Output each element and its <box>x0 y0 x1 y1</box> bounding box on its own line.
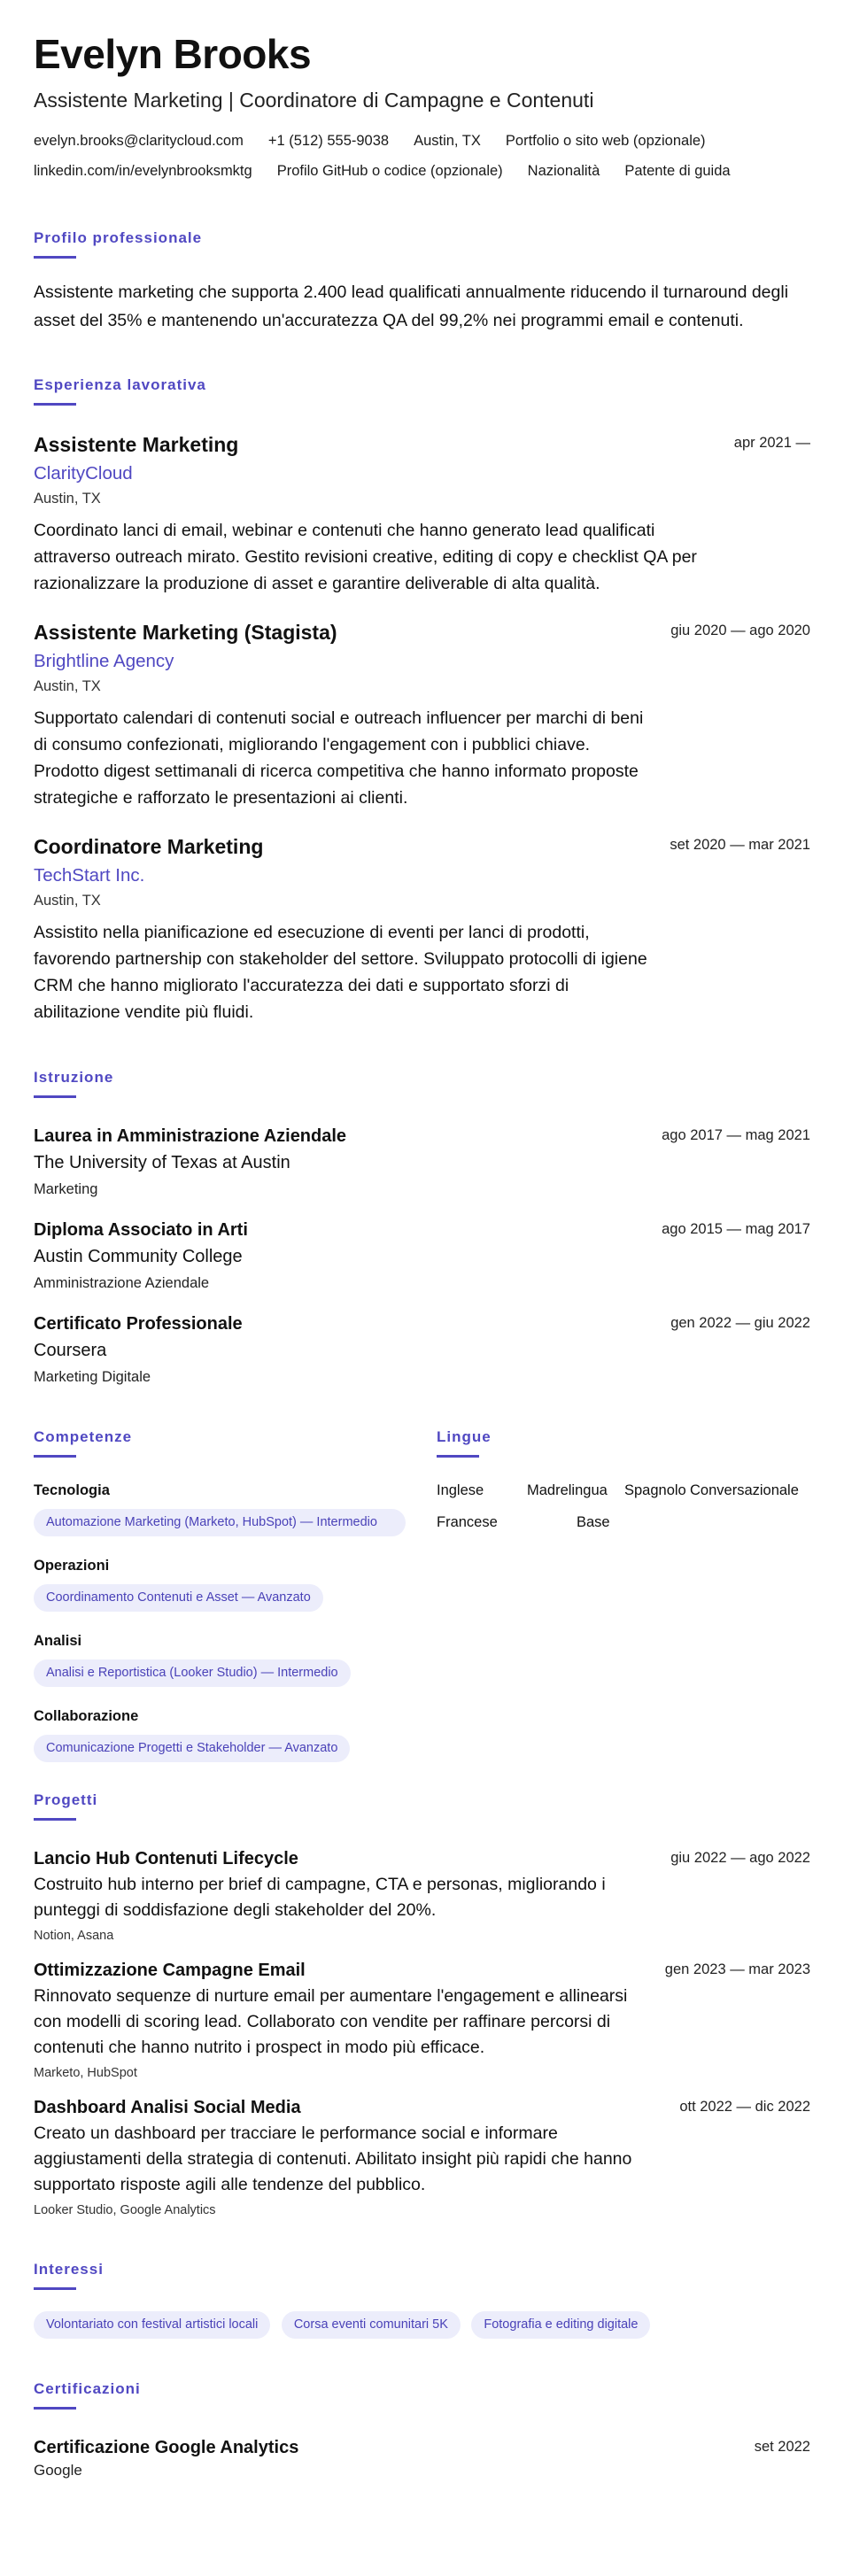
job-entry <box>34 834 810 1025</box>
skill-group <box>34 1706 406 1762</box>
project-description: Costruito hub interno per brief di campagne, CTA e personas, migliorando i punteggi di soddisfazione degli stakeholder del 20%. <box>34 1875 606 1920</box>
contact-portfolio[interactable]: Portfolio o sito web (opzionale) <box>505 133 706 149</box>
job-company: ClarityCloud <box>34 463 133 483</box>
certification-date: set 2022 <box>754 2439 810 2455</box>
skill-pill: Automazione Marketing (Marketo, HubSpot) — Intermedio <box>34 1509 406 1536</box>
interest-pill: Corsa eventi comunitari 5K <box>282 2311 461 2339</box>
education-school: Austin Community College <box>34 1247 243 1266</box>
education-entry <box>34 1218 810 1293</box>
contact-driving-license: Patente di guida <box>624 163 731 179</box>
education-school: The University of Texas at Austin <box>34 1153 290 1172</box>
job-entry <box>34 432 810 597</box>
skills-languages-section <box>34 1427 810 1791</box>
skill-category: Analisi <box>34 1633 82 1649</box>
education-field: Marketing Digitale <box>34 1369 151 1385</box>
project-tools: Looker Studio, Google Analytics <box>34 2203 216 2217</box>
education-field: Marketing <box>34 1181 98 1197</box>
education-date: gen 2022 — giu 2022 <box>670 1315 810 1331</box>
section-title-skills: Competenze <box>34 1428 133 1445</box>
skill-group <box>34 1481 406 1536</box>
job-location: Austin, TX <box>34 678 101 694</box>
contact-row-primary <box>34 131 810 151</box>
interest-pill: Volontariato con festival artistici locali <box>34 2311 270 2339</box>
education-degree: Certificato Professionale <box>34 1314 243 1334</box>
contact-row-secondary <box>34 161 810 181</box>
language-name: Inglese <box>437 1482 484 1498</box>
skill-category: Collaborazione <box>34 1708 139 1724</box>
contact-linkedin[interactable]: linkedin.com/in/evelynbrooksmktg <box>34 163 252 179</box>
section-divider <box>34 1095 76 1098</box>
job-location: Austin, TX <box>34 491 101 507</box>
job-title: Assistente Marketing (Stagista) <box>34 621 337 644</box>
education-section <box>34 1068 810 1387</box>
contact-nationality: Nazionalità <box>527 163 600 179</box>
language-name: Spagnolo <box>624 1482 686 1498</box>
job-description: Assistito nella pianificazione ed esecuzione di eventi per lanci di prodotti, favorendo partnership con stakeholder del settore. Sviluppato protocolli di igiene CRM che hanno migliorato l'accuratezza dei dati e supportato sforzi di abilitazione vendite più fluidi. <box>34 923 647 1022</box>
skill-group <box>34 1556 406 1612</box>
education-date: ago 2015 — mag 2017 <box>662 1221 810 1237</box>
education-field: Amministrazione Aziendale <box>34 1275 210 1291</box>
project-date: ott 2022 — dic 2022 <box>679 2099 810 2115</box>
job-company: TechStart Inc. <box>34 865 145 886</box>
job-title: Assistente Marketing <box>34 433 239 456</box>
skill-pill: Coordinamento Contenuti e Asset — Avanzato <box>34 1584 323 1612</box>
project-entry <box>34 2096 810 2219</box>
education-degree: Diploma Associato in Arti <box>34 1220 248 1240</box>
section-divider <box>34 1818 76 1821</box>
education-school: Coursera <box>34 1341 107 1360</box>
education-entry <box>34 1312 810 1387</box>
job-company: Brightline Agency <box>34 651 174 671</box>
section-divider <box>34 403 76 406</box>
section-title-certifications: Certificazioni <box>34 2380 141 2397</box>
section-title-projects: Progetti <box>34 1791 98 1808</box>
contact-email[interactable]: evelyn.brooks@claritycloud.com <box>34 133 244 149</box>
project-date: giu 2022 — ago 2022 <box>670 1850 810 1866</box>
project-title: Dashboard Analisi Social Media <box>34 2098 301 2117</box>
language-name: Francese <box>437 1514 498 1530</box>
section-divider <box>437 1455 479 1458</box>
job-entry <box>34 620 810 811</box>
project-tools: Marketo, HubSpot <box>34 2066 137 2080</box>
job-title: Coordinatore Marketing <box>34 835 264 858</box>
section-divider <box>34 2287 76 2290</box>
skill-pill: Analisi e Reportistica (Looker Studio) — Intermedio <box>34 1659 351 1687</box>
interests-section <box>34 2260 810 2339</box>
project-entry <box>34 1959 810 2082</box>
project-date: gen 2023 — mar 2023 <box>664 1961 810 1977</box>
education-entry <box>34 1125 810 1199</box>
job-date: giu 2020 — ago 2020 <box>670 623 810 638</box>
language-row <box>437 1512 809 1539</box>
languages-column <box>437 1427 809 1539</box>
section-title-interests: Interessi <box>34 2261 104 2278</box>
job-date: apr 2021 — <box>733 435 810 451</box>
education-date: ago 2017 — mag 2021 <box>662 1127 810 1143</box>
project-entry <box>34 1847 810 1945</box>
candidate-headline: Assistente Marketing | Coordinatore di Campagne e Contenuti <box>34 89 594 112</box>
language-level: Madrelingua <box>527 1482 608 1498</box>
experience-section <box>34 375 810 1025</box>
project-title: Ottimizzazione Campagne Email <box>34 1961 306 1980</box>
language-level: Base <box>577 1514 610 1530</box>
resume-header <box>34 30 810 181</box>
job-description: Coordinato lanci di email, webinar e contenuti che hanno generato lead qualificati attraverso outreach mirato. Gestito revisioni creative, editing di copy e checklist QA per razionalizzare la produzione di asset e garantire deliverable di alta qualità. <box>34 521 697 593</box>
section-title-profile: Profilo professionale <box>34 229 203 246</box>
project-description: Creato un dashboard per tracciare le performance social e informare aggiustamenti della strategia di contenuti. Abilitato insight più rapidi che hanno supportato risposte agili alle tendenze del pubblico. <box>34 2123 632 2194</box>
section-divider <box>34 256 76 259</box>
section-title-languages: Lingue <box>437 1428 492 1445</box>
skill-category: Operazioni <box>34 1558 110 1574</box>
interest-pill: Fotografia e editing digitale <box>471 2311 650 2339</box>
contact-location: Austin, TX <box>414 133 481 149</box>
skill-group <box>34 1631 406 1687</box>
language-row <box>437 1481 809 1507</box>
job-description: Supportato calendari di contenuti social e outreach influencer per marchi di beni di consumo confezionati, migliorando l'engagement con i pubblici chiave. Prodotto digest settimanali di ricerca competitiva che hanno informato proposte strategiche e rafforzato le presentazioni ai clienti. <box>34 708 644 808</box>
education-degree: Laurea in Amministrazione Aziendale <box>34 1126 347 1146</box>
job-date: set 2020 — mar 2021 <box>670 837 810 853</box>
language-level: Conversazionale <box>690 1482 799 1498</box>
skills-column <box>34 1427 406 1762</box>
certification-issuer: Google <box>34 2462 82 2479</box>
section-divider <box>34 1455 76 1458</box>
project-description: Rinnovato sequenze di nurture email per aumentare l'engagement e allinearsi con modelli di scoring lead. Collaborato con vendite per raffinare percorsi di contenuti che hanno nutrito i prospect in modo più efficace. <box>34 1986 628 2057</box>
certification-title: Certificazione Google Analytics <box>34 2438 299 2457</box>
section-title-education: Istruzione <box>34 1069 114 1086</box>
section-title-experience: Esperienza lavorativa <box>34 376 206 393</box>
interest-pills <box>34 2311 810 2339</box>
profile-summary: Assistente marketing che supporta 2.400 lead qualificati annualmente riducendo il turnaround degli asset del 35% e mantenendo un'accuratezza QA del 99,2% nei programmi email e contenuti. <box>34 282 789 330</box>
job-location: Austin, TX <box>34 893 101 909</box>
candidate-name: Evelyn Brooks <box>34 31 312 77</box>
projects-section <box>34 1791 810 2219</box>
project-tools: Notion, Asana <box>34 1929 114 1943</box>
contact-phone[interactable]: +1 (512) 555-9038 <box>267 133 390 149</box>
profile-section <box>34 228 810 335</box>
section-divider <box>34 2407 76 2410</box>
certifications-section <box>34 2379 810 2480</box>
project-title: Lancio Hub Contenuti Lifecycle <box>34 1849 298 1868</box>
certification-entry <box>34 2436 810 2480</box>
skill-category: Tecnologia <box>34 1482 110 1498</box>
skill-pill: Comunicazione Progetti e Stakeholder — Avanzato <box>34 1735 350 1762</box>
contact-github[interactable]: Profilo GitHub o codice (opzionale) <box>276 163 503 179</box>
